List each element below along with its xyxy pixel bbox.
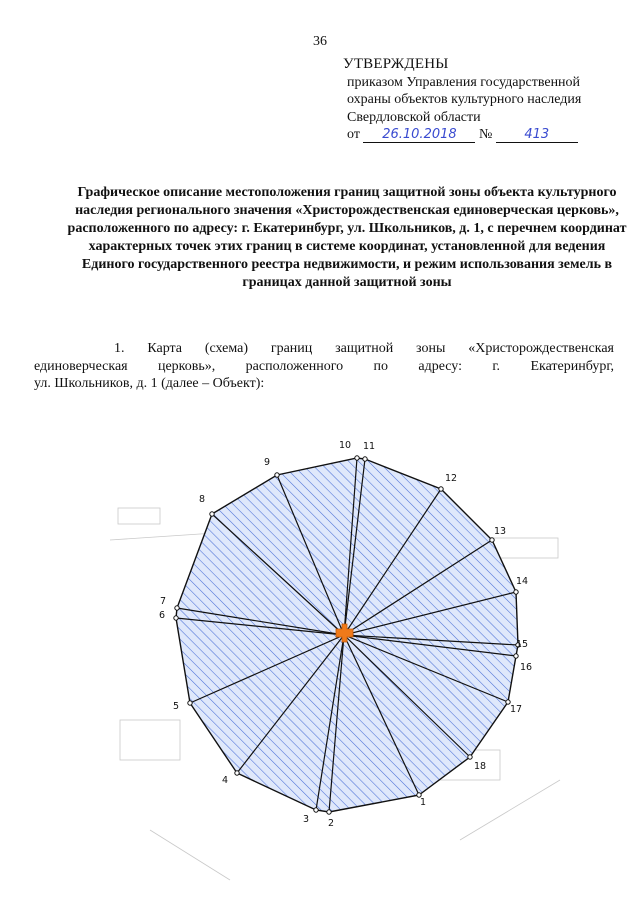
vertex-13 xyxy=(490,538,494,542)
vertex-4 xyxy=(235,771,239,775)
zone-layer xyxy=(159,440,532,829)
approval-block xyxy=(343,56,633,144)
section-1-paragraph xyxy=(34,340,614,393)
vertex-label-1: 1 xyxy=(419,797,427,808)
vertex-label-2: 2 xyxy=(327,818,335,829)
vertex-16 xyxy=(514,654,518,658)
vertex-label-16: 16 xyxy=(519,662,533,673)
protection-zone-map xyxy=(0,420,640,905)
vertex-3 xyxy=(314,808,318,812)
vertex-label-6: 6 xyxy=(158,610,166,621)
page-number: 36 xyxy=(313,34,327,49)
section-1-line-c: ул. Школьников, д. 1 (далее – Объект): xyxy=(34,376,265,391)
vertex-label-5: 5 xyxy=(172,701,180,712)
vertex-12 xyxy=(439,487,443,491)
approval-date: 26.10.2018 xyxy=(363,128,475,143)
approval-date-row xyxy=(343,126,633,144)
section-1-line-a: 1. Карта (схема) границ защитной зоны «Христорождественская xyxy=(114,341,614,356)
vertex-label-3: 3 xyxy=(302,814,310,825)
from-label: от xyxy=(347,127,360,142)
vertex-6 xyxy=(174,616,178,620)
vertex-label-4: 4 xyxy=(221,775,229,786)
vertex-8 xyxy=(210,512,214,516)
vertex-label-18: 18 xyxy=(473,761,487,772)
document-title: Графическое описание местоположения границ защитной зоны объекта культурного наследия регионального значения «Христорождественская единоверческая церковь», расположенного по адресу: г. Екатеринбург, ул. Школьников, д. 1, с перечнем координат характерных точек этих границ в системе координат, установленной для ведения Единого государственного реестра недвижимости, и режим использования земель в границах данной защитной зоны xyxy=(67,185,627,290)
vertex-11 xyxy=(363,457,367,461)
vertex-7 xyxy=(175,606,179,610)
plan-building xyxy=(120,720,180,760)
approval-number: 413 xyxy=(496,128,578,143)
section-1-line-b: единоверческая церковь», расположенного по адресу: г. Екатеринбург, xyxy=(34,358,614,374)
approval-line-2: охраны объектов культурного наследия xyxy=(347,92,582,107)
vertex-label-12: 12 xyxy=(444,473,458,484)
vertex-5 xyxy=(188,701,192,705)
vertex-label-10: 10 xyxy=(338,440,352,451)
vertex-label-11: 11 xyxy=(362,441,376,452)
vertex-label-15: 15 xyxy=(515,639,529,650)
vertex-18 xyxy=(468,755,472,759)
vertex-14 xyxy=(514,590,518,594)
vertex-10 xyxy=(355,456,359,460)
vertex-9 xyxy=(275,473,279,477)
vertex-label-7: 7 xyxy=(159,596,167,607)
plan-line xyxy=(150,830,230,880)
approval-line-1: приказом Управления государственной xyxy=(347,74,581,90)
plan-building xyxy=(118,508,160,524)
vertex-label-9: 9 xyxy=(263,457,271,468)
vertex-label-14: 14 xyxy=(515,576,529,587)
plan-line xyxy=(460,780,560,840)
approval-heading: УТВЕРЖДЕНЫ xyxy=(343,56,449,72)
number-label: № xyxy=(478,127,493,142)
vertex-2 xyxy=(327,810,331,814)
vertex-label-13: 13 xyxy=(493,526,507,537)
vertex-label-8: 8 xyxy=(198,494,206,505)
approval-line-3: Свердловской области xyxy=(347,109,481,125)
vertex-label-17: 17 xyxy=(509,704,523,715)
